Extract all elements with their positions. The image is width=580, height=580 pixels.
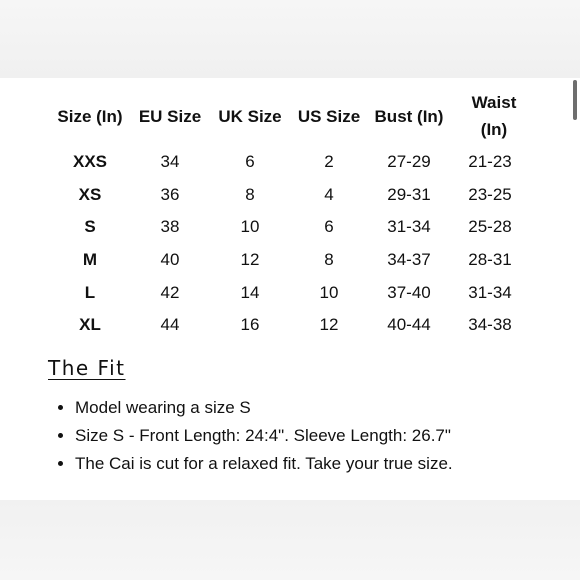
cell-bust: 31-34 bbox=[387, 217, 431, 237]
table-row bbox=[50, 211, 530, 244]
scrollbar[interactable] bbox=[570, 78, 580, 500]
list-item: • Size S - Front Length: 24:4". Sleeve Length: 26.7" bbox=[75, 422, 453, 450]
cell-size: XXS bbox=[72, 152, 108, 172]
cell-us: 10 bbox=[319, 282, 339, 302]
cell-eu: 34 bbox=[160, 152, 180, 172]
header-bust: Bust (In) bbox=[374, 106, 444, 126]
cell-eu: 40 bbox=[160, 250, 180, 270]
table-row bbox=[50, 179, 530, 212]
list-item: • Model wearing a size S bbox=[75, 394, 453, 422]
cell-waist: 31-34 bbox=[468, 282, 512, 302]
background-bottom bbox=[0, 500, 580, 580]
table-row bbox=[50, 309, 530, 342]
header-us-size: US Size bbox=[297, 106, 361, 126]
cell-waist: 34-38 bbox=[468, 315, 512, 335]
cell-uk: 8 bbox=[245, 184, 255, 204]
cell-waist: 23-25 bbox=[468, 184, 512, 204]
cell-eu: 44 bbox=[160, 315, 180, 335]
table-row bbox=[50, 146, 530, 179]
cell-size: L bbox=[84, 282, 96, 302]
cell-bust: 40-44 bbox=[387, 315, 431, 335]
cell-us: 8 bbox=[324, 250, 334, 270]
size-chart-table bbox=[50, 86, 530, 342]
cell-us: 6 bbox=[324, 217, 334, 237]
cell-uk: 14 bbox=[240, 282, 260, 302]
cell-size: XS bbox=[78, 184, 102, 204]
cell-uk: 6 bbox=[245, 152, 255, 172]
cell-bust: 29-31 bbox=[387, 184, 431, 204]
header-size: Size (In) bbox=[57, 106, 123, 126]
header-eu-size: EU Size bbox=[138, 106, 202, 126]
cell-bust: 27-29 bbox=[387, 152, 431, 172]
cell-bust: 34-37 bbox=[387, 250, 431, 270]
header-waist: Waist (In) bbox=[471, 93, 517, 139]
cell-waist: 28-31 bbox=[468, 250, 512, 270]
cell-eu: 36 bbox=[160, 184, 180, 204]
cell-size: S bbox=[84, 217, 96, 237]
cell-us: 4 bbox=[324, 184, 334, 204]
cell-uk: 10 bbox=[240, 217, 260, 237]
header-uk-size: UK Size bbox=[218, 106, 282, 126]
scrollbar-thumb[interactable] bbox=[573, 80, 577, 120]
fit-details-list bbox=[50, 394, 453, 478]
table-row bbox=[50, 244, 530, 277]
cell-us: 12 bbox=[319, 315, 339, 335]
list-item: • The Cai is cut for a relaxed fit. Take your true size. bbox=[75, 450, 453, 478]
table-row bbox=[50, 276, 530, 309]
cell-waist: 21-23 bbox=[468, 152, 512, 172]
cell-us: 2 bbox=[324, 152, 334, 172]
background-top bbox=[0, 0, 580, 78]
cell-eu: 38 bbox=[160, 217, 180, 237]
cell-bust: 37-40 bbox=[387, 282, 431, 302]
cell-uk: 12 bbox=[240, 250, 260, 270]
table-header-row bbox=[50, 86, 530, 146]
fit-heading: The Fit bbox=[48, 356, 126, 380]
cell-eu: 42 bbox=[160, 282, 180, 302]
cell-size: M bbox=[82, 250, 98, 270]
cell-size: XL bbox=[79, 315, 101, 335]
cell-waist: 25-28 bbox=[468, 217, 512, 237]
cell-uk: 16 bbox=[240, 315, 260, 335]
